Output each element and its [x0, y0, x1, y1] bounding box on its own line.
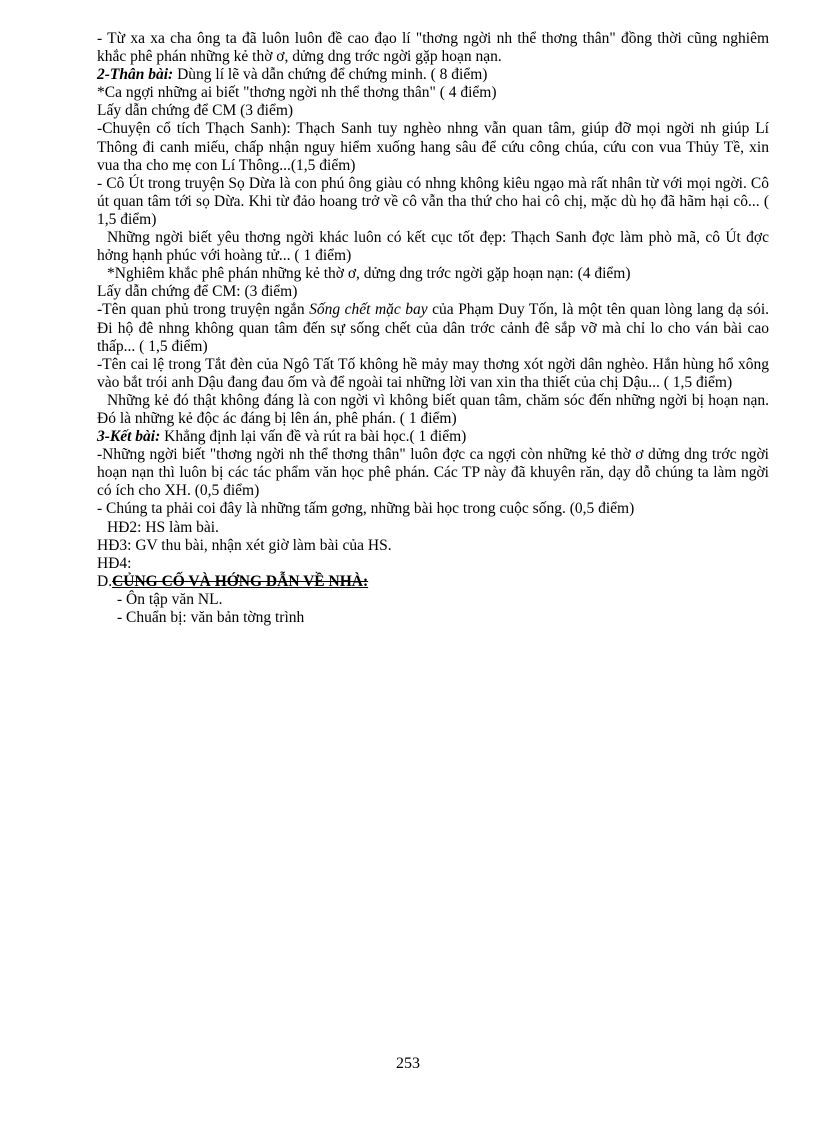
section-prefix-d: D.	[97, 572, 113, 590]
document-body	[97, 30, 769, 627]
section-ket-bai	[97, 428, 769, 446]
section-label-ket-bai: 3-Kết bài:	[97, 428, 161, 446]
point-ca-ngoi: *Ca ngợi những ai biết "thơng ngời nh thể thơng thân" ( 4 điểm)	[97, 84, 497, 102]
paragraph-bai-hoc: - Chúng ta phải coi đây là những tấm gơng, những bài học trong cuộc sống. (0,5 điểm)	[97, 500, 635, 518]
section-cung-co	[97, 573, 769, 591]
evidence-heading-2: Lấy dẫn chứng để CM: (3 điểm)	[97, 283, 298, 301]
paragraph-ke-doc-ac: Những kẻ đó thật không đáng là con ngời vì không biết quan tâm, chăm sóc đến những ngời bị hoạn nạn. Đó là những kẻ độc ác đáng bị lên án, phê phán. ( 1 điểm)	[97, 391, 769, 427]
paragraph-co-ut: - Cô Út trong truyện Sọ Dừa là con phú ông giàu có nhng không kiêu ngạo mà rất nhân từ với mọi ngời. Cô út quan tâm tới sọ Dừa. Khi từ đảo hoang trở về cô vẫn tha thứ cho hai cô chị, mặc dù họ đã hãm hại cô... ( 1,5 điểm)	[97, 174, 769, 228]
intro-paragraph: - Từ xa xa cha ông ta đã luôn luôn đề cao đạo lí "thơng ngời nh thể thơng thân" đồng thời cũng nghiêm khắc phê phán những kẻ thờ ơ, dửng dng trớc ngời gặp hoạn nạn.	[97, 30, 769, 66]
work-title: Sống chết mặc bay	[309, 301, 428, 319]
activity-hd2: HĐ2: HS làm bài.	[107, 518, 219, 536]
section-text-ket-bai: Khẳng định lại vấn đề và rút ra bài học.( 1 điểm)	[160, 428, 467, 446]
section-heading-cung-co: CỦNG CỐ VÀ HỚNG DẪN VỀ NHÀ:	[112, 572, 369, 590]
point-phe-phan: *Nghiêm khắc phê phán những kẻ thờ ơ, dửng dng trớc ngời gặp hoạn nạn: (4 điểm)	[107, 265, 631, 283]
homework-item-1: - Ôn tập văn NL.	[117, 590, 223, 608]
section-text-than-bai: Dùng lí lẽ và dẫn chứng để chứng minh. ( 8 điểm)	[173, 66, 488, 84]
page-number: 253	[396, 1055, 420, 1072]
activity-hd3: HĐ3: GV thu bài, nhận xét giờ làm bài của HS.	[97, 536, 392, 554]
section-label-than-bai: 2-Thân bài:	[97, 66, 174, 84]
activity-hd4: HĐ4:	[97, 554, 132, 572]
section-than-bai	[97, 66, 769, 84]
paragraph-quan-phu-end: của Phạm Duy Tốn, là một tên quan lòng lang dạ sói. Đi hộ đê nhng không quan tâm đến sự sống chết của dân trớc cảnh đê sắp vỡ mà chỉ lo cho ván bài cao thấp... ( 1,5 điểm)	[97, 301, 769, 355]
paragraph-ket-luan: -Những ngời biết "thơng ngời nh thể thơng thân" luôn đợc ca ngợi còn những kẻ thờ ơ dửng dng trớc ngời hoạn nạn thì luôn bị các tác phẩm văn học phê phán. Các TP này đã khuyên răn, dạy dỗ chúng ta làm ngời có ích cho XH. (0,5 điểm)	[97, 446, 769, 500]
homework-item-2: - Chuẩn bị: văn bản tờng trình	[117, 609, 305, 626]
paragraph-quan-phu	[97, 301, 769, 355]
paragraph-ket-cuc: Những ngời biết yêu thơng ngời khác luôn có kết cục tốt đẹp: Thạch Sanh đợc làm phò mã, cô Út đợc hởng hạnh phúc với hoàng tử... ( 1 điểm)	[97, 229, 769, 265]
paragraph-thach-sanh: -Chuyện cổ tích Thạch Sanh): Thạch Sanh tuy nghèo nhng vẫn quan tâm, giúp đỡ mọi ngời nh giúp Lí Thông đi canh miếu, chấp nhận nguy hiểm xuống hang sâu để cứu công chúa, cứu con vua Thủy Tề, xin vua tha cho mẹ con Lí Thông...(1,5 điểm)	[97, 120, 769, 174]
paragraph-cai-le: -Tên cai lệ trong Tắt đèn của Ngô Tất Tố không hề mảy may thơng xót ngời dân nghèo. Hắn hùng hổ xông vào bắt trói anh Dậu đang đau ốm và để ngoài tai những lời van xin tha thiết của chị Dậu... ( 1,5 điểm)	[97, 355, 769, 391]
evidence-heading-1: Lấy dẫn chứng để CM (3 điểm)	[97, 102, 294, 120]
paragraph-quan-phu-start: -Tên quan phủ trong truyện ngắn	[97, 301, 310, 319]
